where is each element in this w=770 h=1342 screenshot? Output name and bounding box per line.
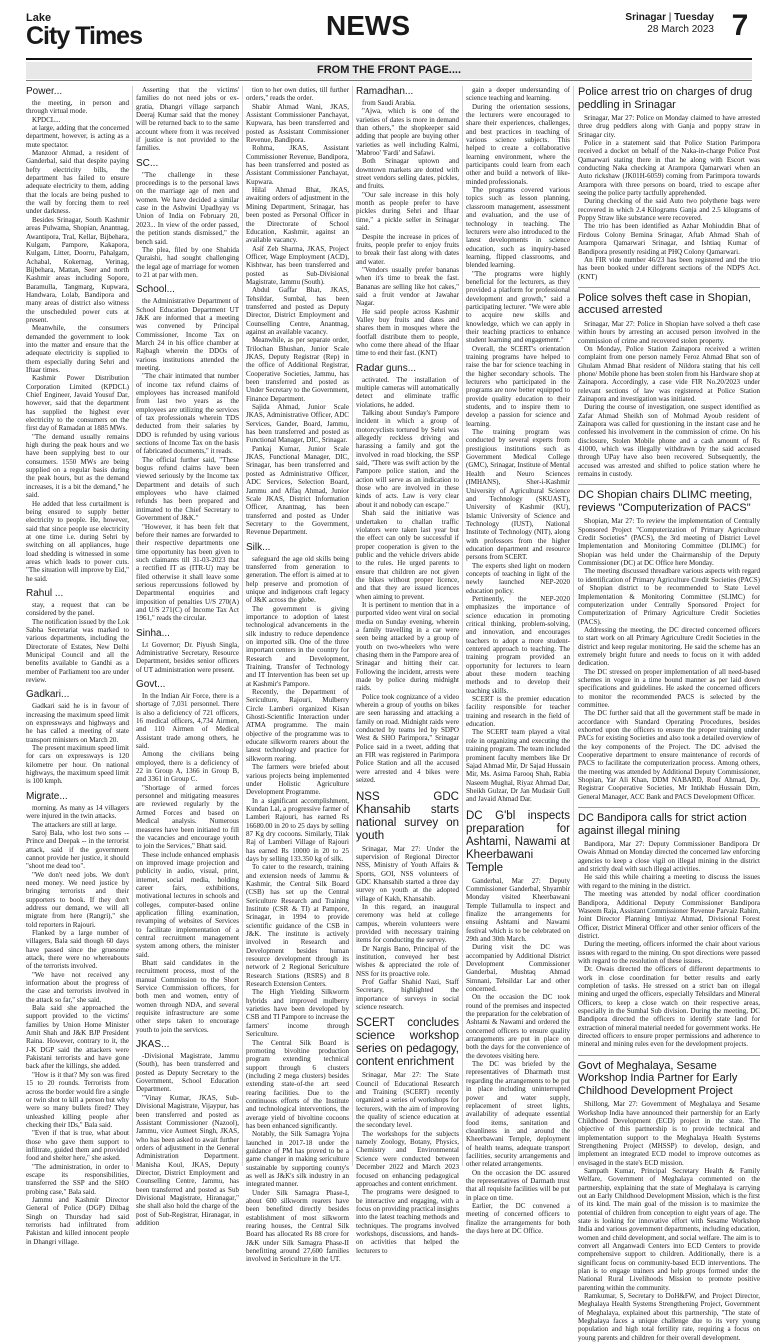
article-paragraph: at large, adding that the concerned department, however, is acting as a mute spectator. xyxy=(26,124,129,149)
article-paragraph: The High Yielding Silkworm hybrids and improved mulberry varieties have been developed by CSB and TI Pampore to increase the farmers' income through Sericulture. xyxy=(246,988,349,1039)
article-paragraph: Bandipora, Mar 27: Deputy Commissioner Bandipora Dr Owais Ahmad on Monday directed the concerned law enforcing agencies to keep a close vigil on illegal mining in the district and strictly deal with such illegal activities. xyxy=(578,840,760,874)
article-paragraph: Sajida Ahmad, Junior Scale JKAS, Administrative Officer, ADC Services, Gander, Board, Jammu, has been transferred and posted as Functional Manager, DIC, Srinagar. xyxy=(246,403,349,445)
article-paragraph: Despite the increase in prices of fruits, people prefer to enjoy fruits to break their fast along with dates and water. xyxy=(356,232,459,266)
article-paragraph: Prof Gaffar Shahid Nazi, Staff Secretary, highlighted the importance of surveys in social science research. xyxy=(356,978,459,1012)
kicker-rule xyxy=(26,80,752,81)
article-paragraph: On Monday, Police Station Zainapora received a written complaint from one person namely Feroz Ahmad Bhat son of Ghulam Ahmad Bhat resident of Nildora stating that his cell phone/ Mobile phone has been stolen from his Hardware shop at Zainapora. Accordingly, a case vide FIR No.20/2023 under relevant sections of law was registered at Police Station Zainapora and investigation was initiated. xyxy=(578,344,761,403)
article-paragraph: Ganderbal, Mar 27: Deputy Commissioner Ganderbal, Shyambir Monday visited Kheerbawani Temple Tullamulla to inspect and finalize the arrangements for ensuing Ashtami and Nawami festival which is to be celebrated on 29th and 30th March. xyxy=(466,876,570,943)
page-number: 7 xyxy=(731,9,749,42)
article-paragraph: Dr Nargis Bano, Principal of the institution, conveyed her best wishes & appreciated the role of NSS for its proactive role. xyxy=(356,944,459,978)
article-paragraph: To cater to the research, training and extension needs of Jammu & Kashmir, the Central Silk Board (CSB) has set up the Central Sericulture Research and Training Institute (CSR & TI) at Pampore, Srinagar, in 1994 to provide scientific guidance of the CSB in J&K. The institute is actively involved in Research and Development besides human resource development through its network of 2 Regional Sericulture Research Stations (RSRS) and 8 Research Extension Centers. xyxy=(246,863,349,989)
article-paragraph: Rohma, JKAS, Assistant Commissioner Revenue, Bandipora, has been transferred and posted as Assistant Commissioner Panchayat, Kupwara. xyxy=(246,144,349,186)
logo xyxy=(26,13,151,61)
article-headline: DC Shopian chairs DLIMC meeting, reviews "Computerization of PACS" xyxy=(578,484,760,514)
jump-headline: JKAS... xyxy=(136,1039,170,1051)
article-paragraph: The SCERT team played a vital role in organizing and executing the training program. The team included prominent faculty members like Dr Sajad Ahmad Mir, Dr Sajad Hussain Mir, Ms. Asima Farooq Shah, Rabia Naseem Mughal, Riyaz Ahmad Dar, Sheikh Gulzar, Dr Jan Mudasir Gull and Javaid Ahmad Dar. xyxy=(466,728,570,804)
article-paragraph: "How is it that? My son was fired 15 to 20 rounds. Terrorists from across the border would fire a single or twin shot to kill a person but why were so many bullets fired? They unleashed killing people after checking their IDs," Bala said. xyxy=(26,1070,129,1129)
article-paragraph: gain a deeper understanding of science teaching and learning. xyxy=(466,86,570,103)
article-paragraph: "Ajwa, which is one of the varieties of dates is more in demand than others," the shopkeeper said adding that people are buying other varieties as well including Kalmi, 'Mabroo' 'Fardi' and Safawi. xyxy=(356,107,459,158)
section-title: NEWS xyxy=(326,10,410,41)
article-headline: DC G'bl inspects preparation for Ashtami, Nawami at Kheerbawani Temple xyxy=(466,809,570,874)
article-paragraph: The meeting discussed threadbare various aspects with regard to identification of Primary Agriculture Credit Societies (PACS) of Shopian district to be recommended to State Level Implementation & Monitoring Committee (SLIMC) for computerization under Centrally Sponsored Project for Computerization of Primary Agriculture Credit Societies (PACS). xyxy=(578,567,760,626)
article-paragraph: "However, it has been felt that before their names are forwarded to their respective departments one time opportunity has been given to such claimants till 31-03-2023 that a rectified IT as (ITR-U) may be filed otherwise it shall leave some serious repercussions followed by Departmental enquiries and imposition of penalties U/S 270(A) and U/S 271(C) of Income Tax Act 1961," reads the circular. xyxy=(136,522,239,623)
article-headline: DC Bandipora calls for strict action against illegal mining xyxy=(578,807,760,837)
article-paragraph: The attackers are still at large. xyxy=(32,820,117,829)
article-paragraph: Abdul Gaffar Bhat, JKAS, Tehsildar, Sumbal, has been transferred and posted as Deputy Director, District Employment and Counselling Centre, Anantnag, against an available vacancy. xyxy=(246,286,349,336)
article-paragraph: -Divisional Magistrate, Jammu (South), has been transferred and posted as Deputy Secretary to the Government, School Education Department. xyxy=(136,1052,239,1094)
jump-headline: School... xyxy=(136,284,175,296)
article-paragraph: The notification issued by the Lok Sabha Secretariat was marked to various departments, including the Directorate of Estates, New Delhi Municipal Council and all the benefits available to Gandhi as a member of Parliament too are under review. xyxy=(26,617,129,685)
article-paragraph: Shillong, Mar 27: Government of Meghalaya and Sesame Workshop India have announced their partnership for an Early Childhood Development (ECD) project in the state. The objective of this partnership is to provide technical and implementation support to the Meghalaya Health Systems Strengthening Project (MHSSP) to develop, design, and implement an integrated ECD model to improve outcomes as envisaged in the state's ECD mission. xyxy=(578,1100,760,1167)
jump-headline: Rahul ... xyxy=(26,587,64,599)
column-1 xyxy=(26,86,129,1246)
article-paragraph: Police took cognizance of a video wherein a group of youths on bikes are seen harassing and attacking a family on road. Midnight raids were conducted by teams led by SDPO West & SHO Parimpora," Srinagar Police said in a tweet, adding that an FIR was registered in Parimpora Police Station and all the accused were arrested and 4 bikes were seized. xyxy=(356,692,459,785)
article-paragraph: from Saudi Arabia. xyxy=(362,99,416,107)
article-paragraph: safeguard the age old skills being transferred from generation to generation. The effort is aimed at to help preserve and promotion of unique and indigenous craft legacy of J&K across the globe. xyxy=(246,554,349,605)
article-paragraph: The government is giving importance to adoption of latest technological advancements in the silk industry to reduce dependence on imported silk. One of the three important centers in the country for Research and Development, Training, Transfer of Technology and IT Intervention has been set up at Kashmir's Pampore. xyxy=(246,604,349,688)
dateline-separator: | xyxy=(666,12,675,23)
article-paragraph: The meeting was attended by nodal officer coordination Bandipora, Additional Deputy Commissioner Bandipora Waseem Raja, Assistant Commissioner Revenue Parvaiz Rahim, Joint Director Planning Imtiyaz Ahmad, Divisional Forest Officer, District Mineral Officer and other senior officers of the district. xyxy=(578,890,760,940)
article-paragraph: Under Silk Samagra Phase-I, about 600 silkworm rearers have been benefited directly besides establishment of most silkworm rearing houses, the Central Silk Board has allocated Rs 88 crore for J&K under Silk Samagra Phase-II benefitting around 27,600 families involved in Sericulture in the UT. xyxy=(246,1188,349,1264)
article-paragraph: morning. As many as 14 villagers were injured in the twin attacks. xyxy=(26,803,129,821)
kicker-bar: FROM THE FRONT PAGE.... xyxy=(26,62,752,79)
jump-headline: SC... xyxy=(136,157,159,169)
article-paragraph: In a significant accomplishment, Kundan Lal, a progressive farmer of Lamberi Rajouri, has earned Rs 16680.00 in 20 to 25 days by selling 87 Kg dry cocoons. Similarly, Tilak Raj of Lamberi Village of Rajouri has earned Rs 10000 in 20 to 25 days by selling 133.350 kg of silk. xyxy=(246,796,349,863)
article-paragraph: He said people across Kashmir Valley buy fruits and dates and shares them in mosques where the footfall distribute them to people, who come there ahead of the Iftaar time to end their fast. (KNT) xyxy=(356,307,459,358)
article-paragraph: "The administration, in order to escape its responsibilities, transferred the SSP and the SHO probing case," Bala said. xyxy=(26,1162,129,1196)
article-paragraph: The DC further said that all the government staff be made in accordance with Standard Operating Procedures, besides exhorted upon the officers to ensure the proper training under PACs for existing Societies and also took a detailed overview of the key components of the Project. The DC advised the Cooperative department to ensure maintenance of records of PACS to facilitate the computerization process. Among others, the meeting was attended by Additional Deputy Commissioner, Shopian, Yar Ali Khan, DDM NABARD, Rouf Ahmad, Dy. Registrar Cooperative Societies, Mr Intikhab Hussain Dim, General Manager, ACC Bank and PACS Development Officer. xyxy=(578,709,760,801)
article-headline: Police arrest trio on charges of drug peddling in Srinagar xyxy=(578,86,753,111)
column-5 xyxy=(466,86,570,1235)
column-divider xyxy=(573,86,574,1166)
article-paragraph: Bhatt said candidates in the recruitment process, most of the manual Commission to the Short Service Commission officers, for both men and women, entry of women through NDA, and several requisite infrastructure are some other steps taken to encourage youth to join the services. xyxy=(136,959,239,1034)
article-paragraph: "The programs were highly beneficial for the lecturers, as they provided a platform for professional development and growth," said a participating lecturer. "We were able to acquire new skills and knowledge, which we can apply in their teaching practices to enhance student learning and engagement." xyxy=(466,269,570,345)
article-paragraph: It is pertinent to mention that in a purported video went viral on social media on Sunday evening, wherein a family travelling in a car were seen being attacked by a group of youth on two-wheelers who were chasing them in the Pampore area of Srinagar and hitting their car. Following the incident, arrests were made by police during midnight raids. xyxy=(356,600,459,693)
article-paragraph: "The challenge in these proceedings is to the personal laws on the marriage age of men and women. We have decided a similar case in the Ashwini Upadhyay vs Union of India on February 20, 2023... In view of the order passed, the petition stands dismissed," the bench said. xyxy=(136,170,239,246)
article-paragraph: During the meeting, officers informed the chair about various issues with regard to the mining. On spot directions were passed with regard to the resolution of these issues. xyxy=(578,940,760,965)
article-paragraph: Bala said she approached the support provided to the victims' families by Union Home Minister Amit Shah and J&K BJP President Raina. However, contrary to it, the J-K DGP said the attackers were Pakistani terrorists and have gone back after the killings, she added. xyxy=(26,1004,129,1071)
article-paragraph: Besides Srinagar, South Kashmir areas Pulwama, Shopian, Anantnag, Awantipora, Tral, Kellar, Bijbehara, Kulgam, Pampore, Kakapora, Kulgam, Litter, Doorru, Pahalgam, Achabal, Kokernag, Verinag, Bijbehara, Mattan, Seer and north Kashmir areas including Sopore, Baramulla, Tangmarg, Kupwara, Handwara, Lolab, Bandipora and many areas of district also witness the unscheduled power cuts at present. xyxy=(26,215,129,324)
article-paragraph: Earlier, the DC convened a meeting of concerned officers to finalize the arrangements for both the days here at DC Office. xyxy=(466,1201,570,1235)
article-paragraph: "Vendors usually prefer bananas when it's time to break the fast. Bananas are selling like hot cakes," said a fruit vendor at Jawahar Nagar. xyxy=(356,265,459,308)
article-paragraph: "We don't need jobs. We don't need money. We need justice by bringing terrorists and their supporters to book. If they don't address our demand, we will all migrate from here (Rangri)," she told reporters in Rajouri. xyxy=(26,870,129,929)
article-paragraph: Overall, the SCERT's orientation training programs have helped to raise the bar for science teaching in the higher secondary schools. The lecturers who participated in the programs are now better equipped to provide quality education to their students, and to inspire them to develop a passion for science and learning. xyxy=(466,344,570,428)
article-paragraph: KPDCL... xyxy=(32,115,61,124)
article-paragraph: The programs were designed to be interactive and engaging, with a focus on providing practical insights into the latest teaching methods and techniques. The programs involved workshops, discussions, and hands-on activities that helped the lecturers to xyxy=(356,1188,459,1255)
article-paragraph: Shah said the initiative was undertaken to challan traffic violators were taken last year but the effect can only be successful if proper cooperation is given to the public and the vehicle drivers abide to the rules. He urged parents to ensure that children are not given the bikes without proper licence, and that they are issued licences when aiming to prevent. xyxy=(356,509,459,601)
column-divider xyxy=(352,86,353,1166)
article-headline: SCERT concludes science workshop series on pedagogy, content enrichment xyxy=(356,1017,459,1069)
dateline-day: Tuesday xyxy=(674,12,714,23)
article-paragraph: Shabir Ahmad Wani, JKAS, Assistant Commissioner Panchayat, Kupwara, has been transferred and posted as Assistant Commissioner Revenue, Bandipora. xyxy=(246,102,349,145)
article-paragraph: Asserting that the victims' families do not need jobs or ex-gratia, Dhangri village sarpanch Deeraj Kumar said that the money will be returned back to to the same account where from it was received if justice is not provided to the families. xyxy=(136,86,239,153)
article-paragraph: "Our sale increase in this holy month as people prefer to have pickles during Sehri and Iftaar time," a pickle seller in Srinagar said. xyxy=(356,190,459,233)
article-paragraph: An FIR vide number 46/23 has been registered and the trio has been booked under different sections of the NDPS Act. (KNT) xyxy=(578,255,760,281)
article-paragraph: The trio has been identified as Azhar Mohiuddin Bhat of Firdous Colony Bemina Srinagar, Aftab Ahmad Shah of Arampora Qamarwari Srinagar, and Ishtiaq Kumar of Bandipora presently residing at PHQ Colony Qamarwari. xyxy=(578,222,760,256)
jump-headline: Gadkari... xyxy=(26,689,70,701)
jump-headline: Migrate... xyxy=(26,790,68,802)
article-paragraph: tion to her own duties, till further orders," reads the order. xyxy=(246,86,349,103)
article-paragraph: Pankaj Kumar, Junior Scale JKAS, Functional Manager, DIC, Srinagar, has been transferred and posted as Administrative Officer, ADC Services, Selection Board, Jammu and Affaq Ahmad, Junior Scale JKAS, District Information Officer, Anantnag, has been transferred and posted as Under Secretary to the Government, Revenue Department. xyxy=(246,444,349,537)
article-headline: NSS GDC Khansahib starts national survey on youth xyxy=(356,790,459,842)
article-paragraph: Manzoor Ahmad, a resident of Ganderbal, said that despite paying hefty electricity bills, the department has failed to ensure adequate electricity to them, adding that the locals are being pushed to the wall by forcing them to reel under darkness. xyxy=(26,149,129,216)
article-paragraph: The experts shed light on modern concepts of teaching in light of the newly launched NEP-2020 education policy. xyxy=(466,561,570,595)
column-divider xyxy=(242,86,243,1166)
article-paragraph: "The chair intimated that number of income tax refund claims of employees has increased manifold from last two years as the employees are utilizing the services of tax professionals wherein TDS deducted from their salaries by DDO is refunded by using various sections of Income Tax on the basis of fabricated documents," it reads. xyxy=(136,372,239,456)
article-paragraph: Srinagar, Mar 27: The State Council of Educational Research and Training (SCERT) recently organized a series of workshops for lecturers, with the aim of improving the quality of science education at the secondary level. xyxy=(356,1071,459,1130)
article-headline: Police solves theft case in Shopian, accused arrested xyxy=(578,287,760,317)
article-paragraph: On the occasion the DC assured the representatives of Darmath trust that all requisite facilities will be put in place on time. xyxy=(466,1168,570,1202)
article-paragraph: "Even if that is true, what about those who gave them support to infiltrate, guided them and provided food and shelter here," she asked. xyxy=(26,1129,129,1163)
article-paragraph: Shopian, Mar 27: To review the implementation of Centrally Sponsored Project "Computerization of Primary Agriculture Credit Societies" (PACS), the 3rd meeting of District Level Implementation and Monitoring Committee (DLIMC) for Shopian was held under the Chairmanship of the Deputy Commissioner (DC) at DC Office here Monday. xyxy=(578,517,760,568)
jump-headline: Silk... xyxy=(246,541,271,553)
article-paragraph: "Vinay Kumar, JKAS, Sub-Divisional Magistrate, Vijaypur, has been transferred and posted as Assistant Commissioner (Nazool), Jammu, vice Aumeet Singh, JKAS, who has been asked to await further orders of adjustment in the General Administration Department. Manisha Koul, JKAS, Deputy Director, District Employment and Counselling Centre, Jammu, has been transferred and posted as Sub Divisional Magistrate, Hiranagar," she shall also hold the charge of the post of Sub-Registrar, Hiranagar, in addition xyxy=(136,1093,239,1227)
article-paragraph: Recently, the Department of Sericulture, Rajouri, Mulberry Circle Lamberi organized Kisan Ghosti-Scientific Interaction under ATMA programme. The main objective of the programme was to educate silkworm rearers about the latest technology and practice for silkworm rearing. xyxy=(246,688,349,763)
column-4 xyxy=(356,86,459,1255)
article-paragraph: Notably, the Silk Samagra Yojna launched in 2017-18 under the guidance of PM has proved to be a game changer in making sericulture sustainable by supporting county's as well as J&K's silk industry in an integrated manner. xyxy=(246,1130,349,1189)
masthead-rule xyxy=(26,58,752,60)
article-paragraph: During checking of the said Auto two polythene bags were recovered in which 2.4 Kilograms Ganja and 2.5 kilograms of Poppy Straw like substance were recovered. xyxy=(578,197,760,223)
article-paragraph: On the occasion the DC took round of the premises and inspected the preparation for the celebration of Ashtami & Nawami and ordered the concerned officers to ensure quality arrangements are put in place on both the days for the convenience of the devotees visiting here. xyxy=(466,993,570,1060)
article-paragraph: stay, a request that can be considered by the panel. xyxy=(26,600,129,618)
article-paragraph: The programs covered various topics such as lesson planning, classroom management, assessment and evaluation, and the use of technology in teaching. The lecturers were also introduced to the latest developments in science education, such as inquiry-based learning, flipped classrooms, and blended learning. xyxy=(466,186,570,270)
article-paragraph: The present maximum speed limit for cars on expressways is 120 kilometre per hour. On national highways, the maximum speed limit is 100 kmph. xyxy=(26,744,129,786)
dateline-city: Srinagar xyxy=(625,12,666,23)
article-paragraph: activated. The installation of multiple cameras will automatically detect and eliminate traffic violations, he added. xyxy=(356,375,459,409)
column-divider xyxy=(462,86,463,1166)
article-paragraph: Among the civilians being employed, there is a deficiency of 22 in Group A, 1366 in Group B, and 3361 in Group C. xyxy=(136,750,239,784)
article-paragraph: Srinagar, Mar 27: Police on Monday claimed to have arrested three drug peddlers along with Ganja and poppy straw in Srinagar city. xyxy=(578,114,760,139)
article-paragraph: Srinagar, Mar 27: Police in Shopian have solved a theft case within hours by arresting an accused person involved in the commission of crime and recovered stolen property. xyxy=(578,319,760,345)
logo-small-text: Lake xyxy=(26,12,52,24)
article-paragraph: Lt Governor; Dr. Piyush Singla, Administrative Secretary, Resource Department, besides senior officers of UT administration were present. xyxy=(136,640,239,674)
article-paragraph: Police in a statement said that Police Station Parimpora received a docket on behalf of the Naka-in-charge Police Post Qamarwari stating there in that he along with Escort was conducting Naka checking at Arampora Qamarwari when an Auto rickshaw (JK01H-6059) coming from Parimpora towards Arampora with three persons on board, tried to escape after seeing the police party tactfully apprehended. xyxy=(578,139,760,198)
dateline xyxy=(622,12,714,36)
column-2 xyxy=(136,86,239,1227)
article-paragraph: He said this while chairing a meeting to discuss the issues with regard to the mining in the district. xyxy=(578,873,760,890)
article-paragraph: Both Srinagar uptown and downtown markets are dotted with street vendors selling dates, pickles, and fruits. xyxy=(356,157,459,191)
article-paragraph: SCERT is the premier education facility responsible for teacher training and research in the field of education. xyxy=(466,695,570,729)
article-paragraph: The plea, filed by one Shahida Quraishi, had sought challenging the legal age of marriage for women to 21 at par with men. xyxy=(136,245,239,279)
article-paragraph: the Administrative Department of School Education Department UT J&K are informed that a meeting was convened by Principal Commissioner, Income Tax on March 24 in his office chamber at Rajbagh wherein the DDOs of various institutions attended the meeting. xyxy=(136,297,239,372)
article-paragraph: He added that less curtailment is being ensured to supply better electricity to people. He, however, said that since people use electricity at one time i.e. during Sehri by switching on all appliances, huge load shedding is witnessed in some areas which leads to power cuts. "The situation will improve by Eid," he said. xyxy=(26,499,129,583)
logo-main-text: City Times xyxy=(26,22,142,50)
article-paragraph: The Central Silk Board is promoting bivoltine production program extending technical support through 6 clusters (including 2 mega clusters) besides extending state-of-the art seed rearing facilities. Due to the continuous efforts of the Institute and technological interventions, the average yield of bivoltine cocoons has been enhanced significantly. xyxy=(246,1038,349,1130)
article-paragraph: "The demand usually remains high during the peak hours and we have been supplying best to our consumers. 1550 MWs are being supplied on a regular basis during the peak hours, but as the demand increases, it is a bit the demand," he said. xyxy=(26,432,129,500)
article-paragraph: The training program was conducted by several experts from prestigious institutions such as Government Medical College (GMC), Srinagar, Institute of Mental Health and Neuro Sciences (IMHANS), Sher-i-Kashmir University of Agricultural Science and Technology (SKUAST), University of Kashmir (KU), Islamic University of Science and Technology (IUST), National Institute of Technology (NIT), along with professors from the higher education department and resource persons from SCERT. xyxy=(466,428,570,562)
column-divider xyxy=(132,86,133,1166)
article-paragraph: Flanked by a large number of villagers, Bala said though 60 days have passed since the gruesome attack, there were no whereabouts of the terrorists involved. xyxy=(26,928,129,971)
article-paragraph: The farmers were briefed about various projects being implemented under Holistic Agriculture Development Programme. xyxy=(246,763,349,797)
article-paragraph: In the Indian Air Force, there is a shortage of 7,031 personnel. There is also a deficiency of 721 officers, 16 medical officers, 4,734 Airmen, and 110 Airmen of Medical Assistant trade among others, he said. xyxy=(136,692,239,751)
article-paragraph: During the course of investigation, one suspect identified as Zafar Ahmad Sheikh son of Mohmad Ayoub resident of Zainapora was called for questioning in the instant case and he confessed his involvement in the commission of crime. On his disclosure, Stolen Mobile phone and a cash amount of Rs 41000, which was illegally withdrawn by the said accused through UPay have also been recovered. Subsequently, the accused was arrested and shifted to police station where he remains in custody. xyxy=(578,403,760,479)
article-paragraph: Asif Zeb Sharma, JKAS, Project Officer, Wage Employment (ACD), Kishtwar, has been transferred and posted as Sub-Divisional Magistrate, Jammu (South). xyxy=(246,244,349,286)
article-paragraph: "Shortage of armed forces personnel and mitigating measures are reviewed regularly by the Armed Forces and based on Medical analysis. Numerous measures have been initiated to fill the vacancies and encourage youth to join the Services," Bhatt said. xyxy=(136,783,239,851)
article-paragraph: "We have not received any information about the progress of the case and terrorists involved in the attack so far," she said. xyxy=(26,970,129,1004)
article-paragraph: The DC stressed on proper implementation of all need-based schemes in vogue in a time bound manner as per laid down specifications and guidelines. He asked the concerned officers to monitor the recommended PACS is selected by the committee. xyxy=(578,667,760,709)
column-6 xyxy=(578,86,761,1342)
article-paragraph: Kashmir Power Distribution Corporation Limited (KPDCL) Chief Engineer, Javaid Yousuf Dar, however, said that the department has supplied the highest ever electricity to the consumers on the first day of Ramadan at 1885 MWs. xyxy=(26,374,129,433)
article-paragraph: During visit the DC was accompanied by Additional District Development Commissioner Ganderbal, Mushtaq Ahmad Simnani, Tehsildar Lar and other concerned. xyxy=(466,943,570,994)
article-paragraph: The official further said, "These bogus refund claims have been viewed seriously by the Income tax Department and details of such employees who have claimed refunds has been prepared and intimated to the Chief Secretary to Government of J&K." xyxy=(136,455,239,523)
jump-headline: Power... xyxy=(26,86,63,97)
jump-headline: Radar guns... xyxy=(356,362,417,374)
article-paragraph: Meanwhile, the consumers demanded the government to look into the matter and ensure that the adequate electricity is supplied to them especially during Sehri and Iftaar times. xyxy=(26,324,129,374)
jump-headline: Ramadhan... xyxy=(356,86,414,97)
article-paragraph: Meanwhile, as per separate order, Trilochan Bhushan, Junior Scale JKAS, Deputy Registrar (Rep) in the office of Additional Registrar, Cooperative Societies, Jammu, has been transferred and posted as Under Secretary to the Government, Finance Department. xyxy=(246,336,349,403)
masthead xyxy=(0,0,770,78)
column-3 xyxy=(246,86,349,1264)
dateline-date: 28 March 2023 xyxy=(647,24,714,35)
article-paragraph: The workshops for the subjects namely Zoology, Botany, Physics, Chemistry and Environmental Science were conducted between December 2022 and March 2023 focused on enhancing pedagogical approaches and content enrichment. xyxy=(356,1129,459,1188)
article-paragraph: Saroj Bala, who lost two sons -- Prince and Deepak -- in the terrorist attack, said if the government cannot provide her justice, it should "shoot me dead too". xyxy=(26,828,129,871)
article-paragraph: the meeting, in person and through virtual mode. xyxy=(26,99,129,116)
article-paragraph: These include enhanced emphasis on improved image projection and publicity in audio, visual, print, internet, social media, holding career fairs, exhibitions, motivational lectures in schools and colleges, computer-based online application filling examination, revamping of websites of Services to facilitate implementation of a central recruitment management system among others, the minister said. xyxy=(136,850,239,959)
article-paragraph: Addressing the meeting, the DC directed concerned officers to start work on all Primary Agriculture Credit Societies in the district and keep regular monitoring. He said the scheme has an extremely bright future and needs to focus on it with added dedication. xyxy=(578,625,760,668)
article-paragraph: Jammu and Kashmir Director General of Police (DGP) Dilbag Singh on Thursday had said terrorists had infiltrated from Pakistan and killed innocent people in Dhangri village. xyxy=(26,1195,129,1246)
article-paragraph: Sampath Kumar, Principal Secretary Health & Family Welfare, Government of Meghalaya commented on the partnership, explaining that the state of Meghalaya is carrying out an Early Childhood Development Mission, which is the first of its kind. The main goal of the mission is to maximize the potential of children from conception to eight years of age. The state is looking for innovative effort with Sesame Workshop India and various government departments, including education, women and child development, and social welfare. The aim is to convert all Anganwadi Centers into ECD Centers to provide comprehensive support to children. Additionally, there is a significant focus on community-based ECD interventions. The plan is to engage trainers and help groups formed under the National Rural Livelihoods Mission to promote positive parenting within the community. xyxy=(578,1166,760,1292)
article-paragraph: Dr. Owais directed the officers of different departments to work in close coordination for better results and early completion of tasks. He stressed on a strict ban on illegal mining and urged the officers, especially Tehsildars and Mineral Officers, to keep a close watch on their respective areas, especially in the Sumbal Sub division. During the meeting, DC Bandipora directed the officers to identify state land for extraction of mineral material needed for government works. He directed officers to ensure proper permissions and adherence to mineral and mining rules even for the development projects. xyxy=(578,965,760,1049)
article-paragraph: During the orientation sessions, the lecturers were encouraged to share their experiences, challenges, and best practices in teaching of various science subjects. This helped to create a collaborative learning environment, where the participants could learn from each other and build a network of like-minded professionals. xyxy=(466,102,570,186)
article-paragraph: Gadkari said he is in favour of increasing the maximum speed limit on expressways and highways and he has called a meeting of state transport ministers on March 20. xyxy=(26,702,129,744)
jump-headline: Govt... xyxy=(136,679,166,690)
article-paragraph: The DC was briefed by the representatives of Dharmath trust regarding the arrangements to be put in place including uninterrupted power and water supply, replacement of street lights, availability of adequate essential food items, sanitation and cleanliness in and around the Kheerbawani Temple, deployment of health teams, adequate transport facilities, security arrangements and other related arrangements. xyxy=(466,1060,570,1169)
article-paragraph: Ramkumar, S, Secretary to DoH&FW, and Project Director, Meghalaya Health Systems Strengthening Project, Government of Meghalaya, explained about this partnership, "The state of Meghalaya faces a unique challenge due to its very young population and high total fertility rate, requiring a focus on young parents and children for their overall development. xyxy=(578,1292,760,1342)
jump-headline: Sinha... xyxy=(136,627,170,639)
article-paragraph: Hilal Ahmad Bhat, JKAS, awaiting orders of adjustment in the Mining Department, Srinagar, has been posted as Personal Officer in the Directorate of School Education, Kashmir, against an available vacancy. xyxy=(246,186,349,245)
article-paragraph: Talking about Sunday's Pampore incident in which a group of motorcyclists tortured by Sehri was allegedly reckless driving and harassing a family and got the involved in road blocking, the SSP said, "There was swift action by the Pampore police station, and the action will serve as an indication to those who are involved in these kinds of acts. Law is very clear about it and nobody can escape." xyxy=(356,409,459,509)
article-paragraph: Srinagar, Mar 27: Under the supervision of Regional Director NSS, Ministry of Youth Affairs & Sports, GOI, NSS volunteers of GDC Khansahib started a three day survey on youth at the adopted village of Kakh, Khansahib. xyxy=(356,844,459,903)
article-paragraph: In this regard, an inaugural ceremony was held at college campus, wherein volunteers were provided with necessary training items for conducting the survey. xyxy=(356,902,459,945)
article-paragraph: Pertinently, the NEP-2020 emphasizes the importance of science education in promoting critical thinking, problem-solving, and innovation, and encourages teachers to adopt a more student-centered approach to teaching. The training program provided an opportunity for lecturers to learn about these modern teaching methods and to develop their teaching skills. xyxy=(466,594,570,695)
article-headline: Govt of Meghalaya, Sesame Workshop India Partner for Early Childhood Development Project xyxy=(578,1055,760,1098)
